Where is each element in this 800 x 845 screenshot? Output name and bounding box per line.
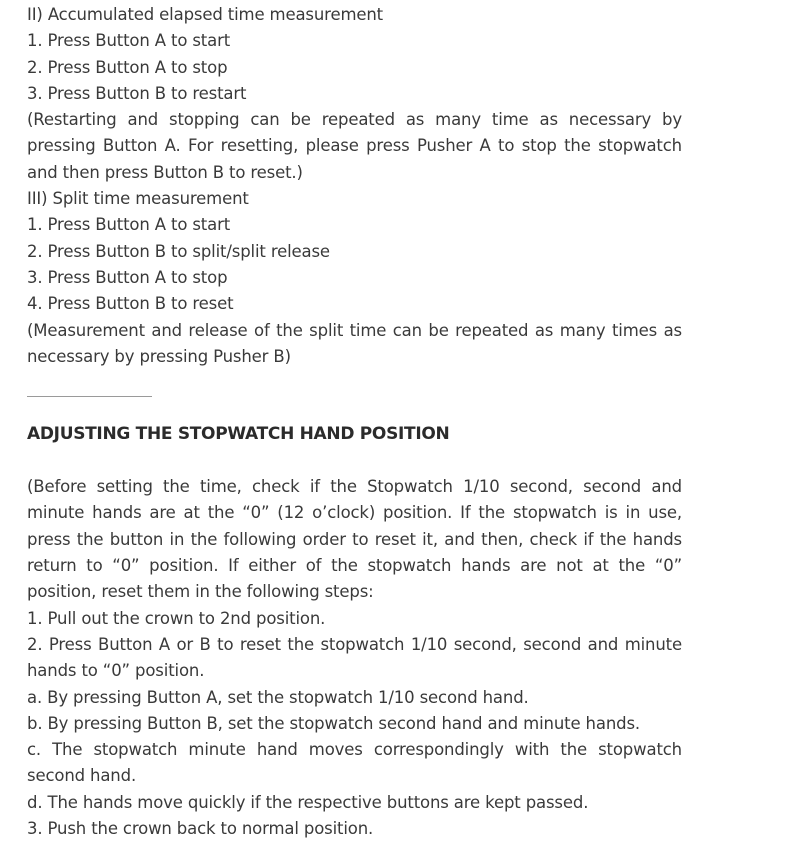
- adjusting-intro: (Before setting the time, check if the Stopwatch 1/10 second, second and minute hands are at the “0” (12 o’clock) position. If the stopwatch is in use, press the button in the following order to reset it, and then, check if the hands return to “0” position. If either of the stopwatch hands are not at the “0” position, reset them in the following steps:: [27, 477, 682, 602]
- section-3-note: (Measurement and release of the split time can be repeated as many times as necessary by pressing Pusher B): [27, 320, 682, 366]
- manual-page: [27, 2, 682, 842]
- section-3-step-3: 3. Press Button A to stop: [27, 267, 228, 287]
- section-2-note: (Restarting and stopping can be repeated as many time as necessary by pressing Button A. For resetting, please press Pusher A to stop the stopwatch and then press Button B to reset.): [27, 110, 682, 182]
- section-2-step-1: 1. Press Button A to start: [27, 31, 231, 51]
- adjusting-substep-b: b. By pressing Button B, set the stopwatch second hand and minute hands.: [27, 713, 640, 733]
- adjusting-step-1: 1. Pull out the crown to 2nd position.: [27, 608, 326, 628]
- section-3-title: III) Split time measurement: [27, 189, 249, 209]
- section-2-step-2: 2. Press Button A to stop: [27, 57, 228, 77]
- section-2-title: II) Accumulated elapsed time measurement: [27, 5, 384, 24]
- section-2-step-3: 3. Press Button B to restart: [27, 83, 247, 103]
- adjusting-step-3: 3. Push the crown back to normal position.: [27, 819, 374, 839]
- section-3-step-1: 1. Press Button A to start: [27, 215, 231, 235]
- adjusting-step-2: 2. Press Button A or B to reset the stopwatch 1/10 second, second and minute hands to “0” position.: [27, 634, 682, 681]
- section-divider: [27, 396, 152, 397]
- section-3-step-4: 4. Press Button B to reset: [27, 294, 234, 314]
- adjusting-substep-a: a. By pressing Button A, set the stopwatch 1/10 second hand.: [27, 687, 529, 707]
- adjusting-substep-c: c. The stopwatch minute hand moves correspondingly with the stopwatch second hand.: [27, 740, 682, 786]
- adjusting-substep-d: d. The hands move quickly if the respective buttons are kept passed.: [27, 792, 589, 812]
- section-heading: ADJUSTING THE STOPWATCH HAND POSITION: [27, 424, 450, 445]
- section-3-step-2: 2. Press Button B to split/split release: [27, 241, 330, 261]
